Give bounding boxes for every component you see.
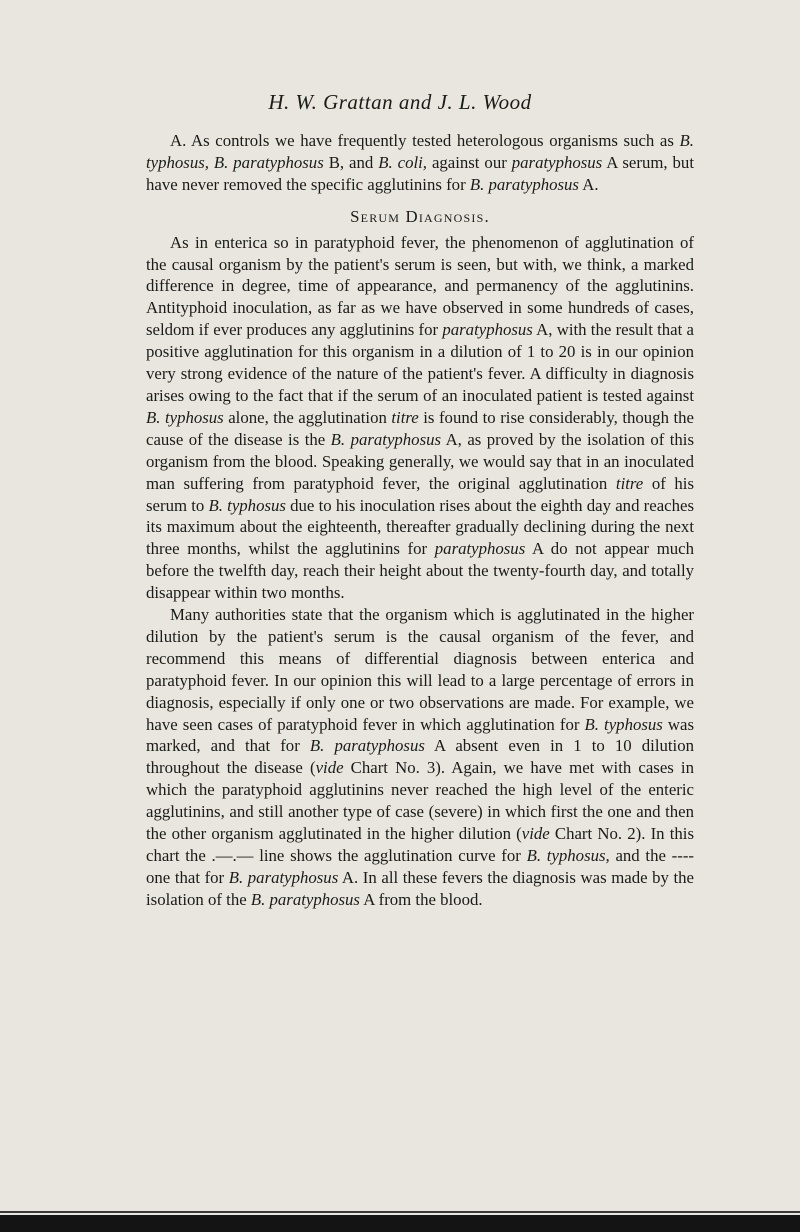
running-head: H. W. Grattan and J. L. Wood <box>268 90 532 114</box>
text-run: Chart No. 2). In this chart the .—.— line shows the agglutination curve for <box>146 824 694 865</box>
italic-run: B. typhosus, <box>526 846 610 865</box>
text-run: alone, the agglutination <box>223 407 392 427</box>
italic-run: B. paratyphosus <box>309 736 425 756</box>
italic-run: paratyphosus <box>434 539 526 559</box>
text-run: A do not appear much before the twelfth day, reach their height about the twenty-fourth day, and totally disappear within two months. <box>146 539 694 603</box>
italic-run: B. coli, <box>378 152 427 172</box>
text-run: and the ---- one that for <box>146 846 695 887</box>
section-heading: Serum Diagnosis. <box>350 206 490 226</box>
text-run: due to his inoculation rises about the eighth day and reaches its maximum about the eighteenth, thereafter gradually declining during the next three months, whilst the agglutinins for <box>146 495 694 559</box>
italic-run: B. typhosus <box>146 407 224 427</box>
italic-run: B. paratyphosus <box>250 889 360 909</box>
text-run: A. As controls we have frequently tested heterologous organisms such as <box>170 131 680 150</box>
italic-run: B. paratyphosus <box>228 867 339 887</box>
italic-run: B. typhosus <box>208 495 286 515</box>
text-run: was marked, and that for <box>146 714 694 756</box>
text-run: Chart No. 3). Again, we have met with cases in which the paratyphoid agglutinins never reached the high level of the enteric agglutinins, and still another type of case (severe) in which first the one and then the other organism agglutinated in the higher dilution ( <box>146 758 694 844</box>
italic-run: B. paratyphosus <box>469 174 579 194</box>
text-run: A absent even in 1 to 10 dilution throughout the disease ( <box>146 736 694 778</box>
text-run: A, as proved by the isolation of this organism from the blood. Speaking generally, we would say that in an inoculated man suffering from paratyphoid fever, the original agglutination <box>146 429 695 493</box>
body-text <box>146 130 694 911</box>
paragraph-serum-diagnosis <box>146 232 694 604</box>
text-run: of his serum to <box>146 473 694 515</box>
scan-edge-line <box>0 1211 800 1213</box>
italic-run: B. typhosus <box>584 714 663 734</box>
text-run: against our <box>426 152 512 172</box>
italic-run: paratyphosus <box>442 320 533 340</box>
italic-run: titre <box>391 407 419 427</box>
text-run: A from the blood. <box>359 889 483 909</box>
italic-run: vide <box>521 824 550 844</box>
italic-run: paratyphosus <box>511 152 603 172</box>
italic-run: B. paratyphosus <box>330 429 442 449</box>
text-run: A, with the result that a positive agglutination for this organism in a dilution of 1 to 20 is in our opinion very strong evidence of the nature of the patient's fever. A difficulty in diagnosis arises owing to the fact that if the serum of an inoculated patient is tested against <box>146 320 694 405</box>
text-run: Many authorities state that the organism which is agglutinated in the higher dilution by the patient's serum is the causal organism of the fever, and recommend this means of differential diagnosis between enterica and paratyphoid fever. In our opinion this will lead to a large percentage of errors in diagnosis, especially if only one or two observations are made. For example, we have seen cases of paratyphoid fever in which agglutination for <box>146 605 694 734</box>
italic-run: titre <box>615 473 644 493</box>
text-run: A. In all these fevers the diagnosis was made by the isolation of the <box>146 867 695 909</box>
text-run: B, and <box>323 152 379 172</box>
text-run: A serum, but have never removed the specific agglutinins for <box>146 152 694 194</box>
text-run: is found to rise considerably, though the cause of the disease is the <box>146 407 694 449</box>
italic-run: B. typhosus, B. paratyphosus <box>146 131 694 172</box>
scan-bottom-border <box>0 1215 800 1232</box>
italic-run: vide <box>315 758 344 778</box>
text-run: A. <box>578 174 599 194</box>
paragraph-authorities <box>146 604 694 911</box>
paragraph-controls <box>146 130 694 196</box>
text-run: As in enterica so in paratyphoid fever, the phenomenon of agglutination of the causal organism by the patient's serum is seen, but with, we think, a marked difference in degree, time of appearance, and permanency of the agglutinins. Antityphoid inoculation, as far as we have observed in some hundreds of cases, seldom if ever produces any agglutinins for <box>146 232 694 340</box>
